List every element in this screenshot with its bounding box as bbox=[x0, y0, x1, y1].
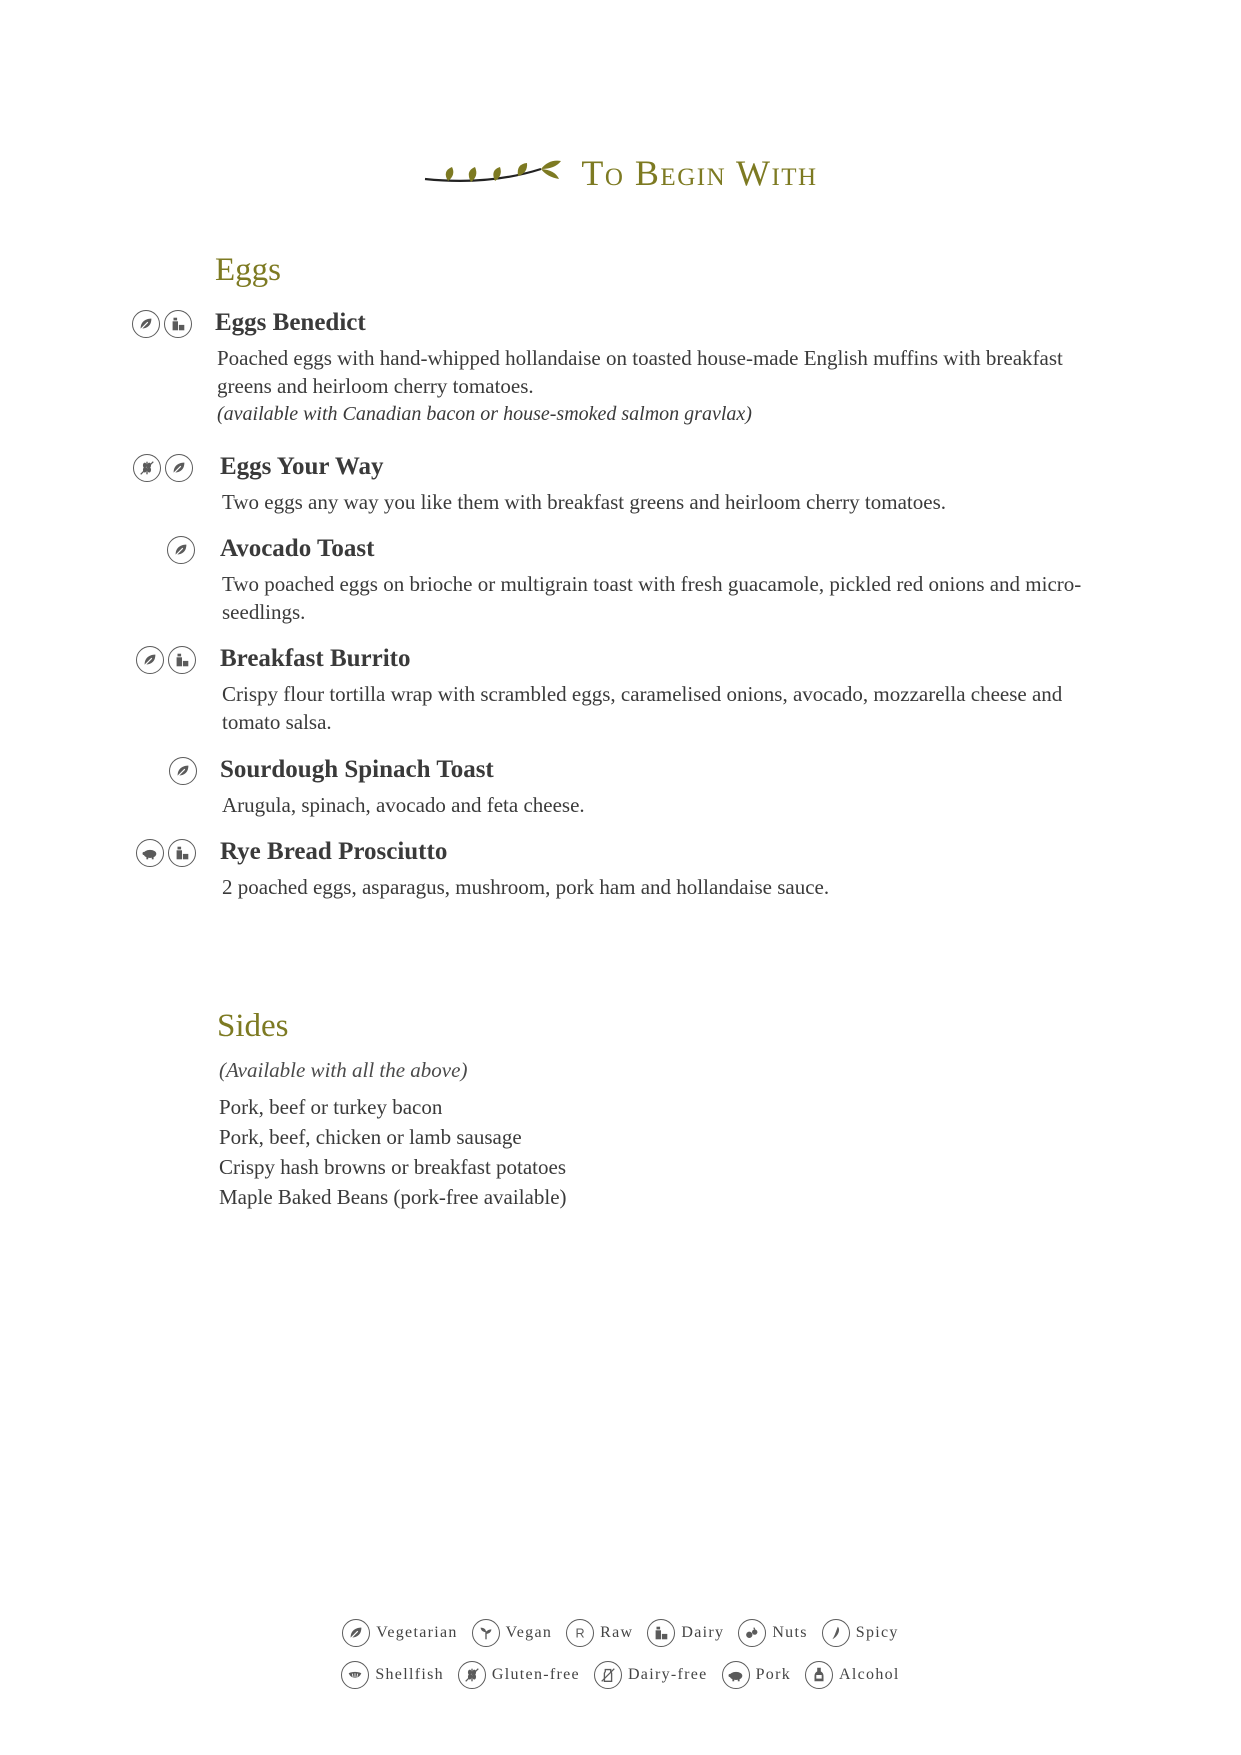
menu-item-description bbox=[217, 344, 1087, 428]
menu-item-name: Rye Bread Prosciutto bbox=[220, 838, 448, 865]
legend-label: Nuts bbox=[772, 1624, 808, 1641]
legend-label: Vegan bbox=[505, 1624, 553, 1641]
side-item: Pork, beef or turkey bacon bbox=[219, 1095, 443, 1119]
dairy-icon bbox=[168, 646, 196, 674]
dietary-icons bbox=[136, 839, 196, 867]
legend-label: Pork bbox=[755, 1666, 792, 1683]
legend-item bbox=[822, 1619, 899, 1647]
page-header bbox=[0, 152, 1241, 195]
dietary-icons bbox=[133, 454, 193, 482]
legend-label: Raw bbox=[600, 1624, 634, 1641]
shellfish-icon bbox=[341, 1661, 369, 1689]
spicy-icon bbox=[822, 1619, 850, 1647]
side-item: Crispy hash browns or breakfast potatoes bbox=[219, 1155, 567, 1179]
legend-item bbox=[594, 1661, 708, 1689]
dairy-icon bbox=[164, 310, 192, 338]
menu-item-name: Avocado Toast bbox=[220, 535, 375, 562]
menu-item-description: Crispy flour tortilla wrap with scrambled eggs, caramelised onions, avocado, mozzarella cheese and tomato salsa. bbox=[222, 682, 1063, 734]
menu-item-note: (available with Canadian bacon or house-smoked salmon gravlax) bbox=[217, 403, 752, 425]
side-item: Pork, beef, chicken or lamb sausage bbox=[219, 1125, 522, 1149]
vegetarian-icon bbox=[165, 454, 193, 482]
gluten-free-icon bbox=[458, 1661, 486, 1689]
vegan-icon bbox=[472, 1619, 500, 1647]
vine-ornament-icon bbox=[423, 155, 573, 191]
menu-item-name: Eggs Benedict bbox=[215, 309, 366, 336]
menu-item-description: Arugula, spinach, avocado and feta cheese. bbox=[222, 793, 585, 817]
dietary-icons bbox=[167, 536, 195, 564]
legend-label: Spicy bbox=[855, 1624, 899, 1641]
vegetarian-icon bbox=[136, 646, 164, 674]
vegetarian-icon bbox=[167, 536, 195, 564]
vegetarian-icon bbox=[132, 310, 160, 338]
legend-label: Shellfish bbox=[375, 1666, 444, 1683]
legend-item bbox=[472, 1619, 552, 1647]
vegetarian-icon bbox=[342, 1619, 370, 1647]
dietary-icons bbox=[132, 310, 192, 338]
dairy-icon bbox=[647, 1619, 675, 1647]
menu-item-name: Eggs Your Way bbox=[220, 453, 384, 480]
vegetarian-icon bbox=[169, 757, 197, 785]
legend-label: Vegetarian bbox=[376, 1624, 458, 1641]
side-item: Maple Baked Beans (pork-free available) bbox=[219, 1185, 567, 1209]
legend-label: Dairy-free bbox=[627, 1666, 708, 1683]
legend-item bbox=[738, 1619, 807, 1647]
pork-icon bbox=[136, 839, 164, 867]
menu-item-name: Breakfast Burrito bbox=[220, 645, 411, 672]
menu-item-description: Two eggs any way you like them with breakfast greens and heirloom cherry tomatoes. bbox=[222, 490, 946, 514]
svg-text:R: R bbox=[575, 1626, 585, 1641]
legend-item bbox=[341, 1661, 444, 1689]
legend-item bbox=[566, 1619, 633, 1647]
section-heading-eggs: Eggs bbox=[215, 252, 281, 288]
page-title: To Begin With bbox=[581, 153, 818, 193]
legend-row bbox=[0, 1661, 1241, 1689]
nuts-icon bbox=[738, 1619, 766, 1647]
alcohol-icon bbox=[805, 1661, 833, 1689]
sides-note: (Available with all the above) bbox=[219, 1058, 468, 1082]
pork-icon bbox=[722, 1661, 750, 1689]
sides-list bbox=[219, 1092, 567, 1212]
legend-row bbox=[0, 1619, 1241, 1647]
legend-item bbox=[458, 1661, 580, 1689]
menu-item-description: Two poached eggs on brioche or multigrain toast with fresh guacamole, pickled red onions and micro-seedlings. bbox=[222, 572, 1082, 624]
dairy-free-icon bbox=[594, 1661, 622, 1689]
legend-item bbox=[342, 1619, 457, 1647]
menu-item-description-text: Poached eggs with hand-whipped hollandaise on toasted house-made English muffins with breakfast greens and heirloom cherry tomatoes. bbox=[217, 346, 1063, 398]
menu-item-description: 2 poached eggs, asparagus, mushroom, pork ham and hollandaise sauce. bbox=[222, 875, 830, 899]
raw-icon bbox=[566, 1619, 594, 1647]
section-heading-sides: Sides bbox=[217, 1008, 289, 1044]
legend-label: Alcohol bbox=[839, 1666, 900, 1683]
gluten-free-icon bbox=[133, 454, 161, 482]
legend-label: Gluten-free bbox=[491, 1666, 580, 1683]
legend-item bbox=[805, 1661, 900, 1689]
dairy-icon bbox=[168, 839, 196, 867]
dietary-icons bbox=[169, 757, 197, 785]
legend-item bbox=[722, 1661, 791, 1689]
legend-label: Dairy bbox=[681, 1624, 725, 1641]
legend-item bbox=[647, 1619, 724, 1647]
menu-item-name: Sourdough Spinach Toast bbox=[220, 756, 494, 783]
dietary-icons bbox=[136, 646, 196, 674]
